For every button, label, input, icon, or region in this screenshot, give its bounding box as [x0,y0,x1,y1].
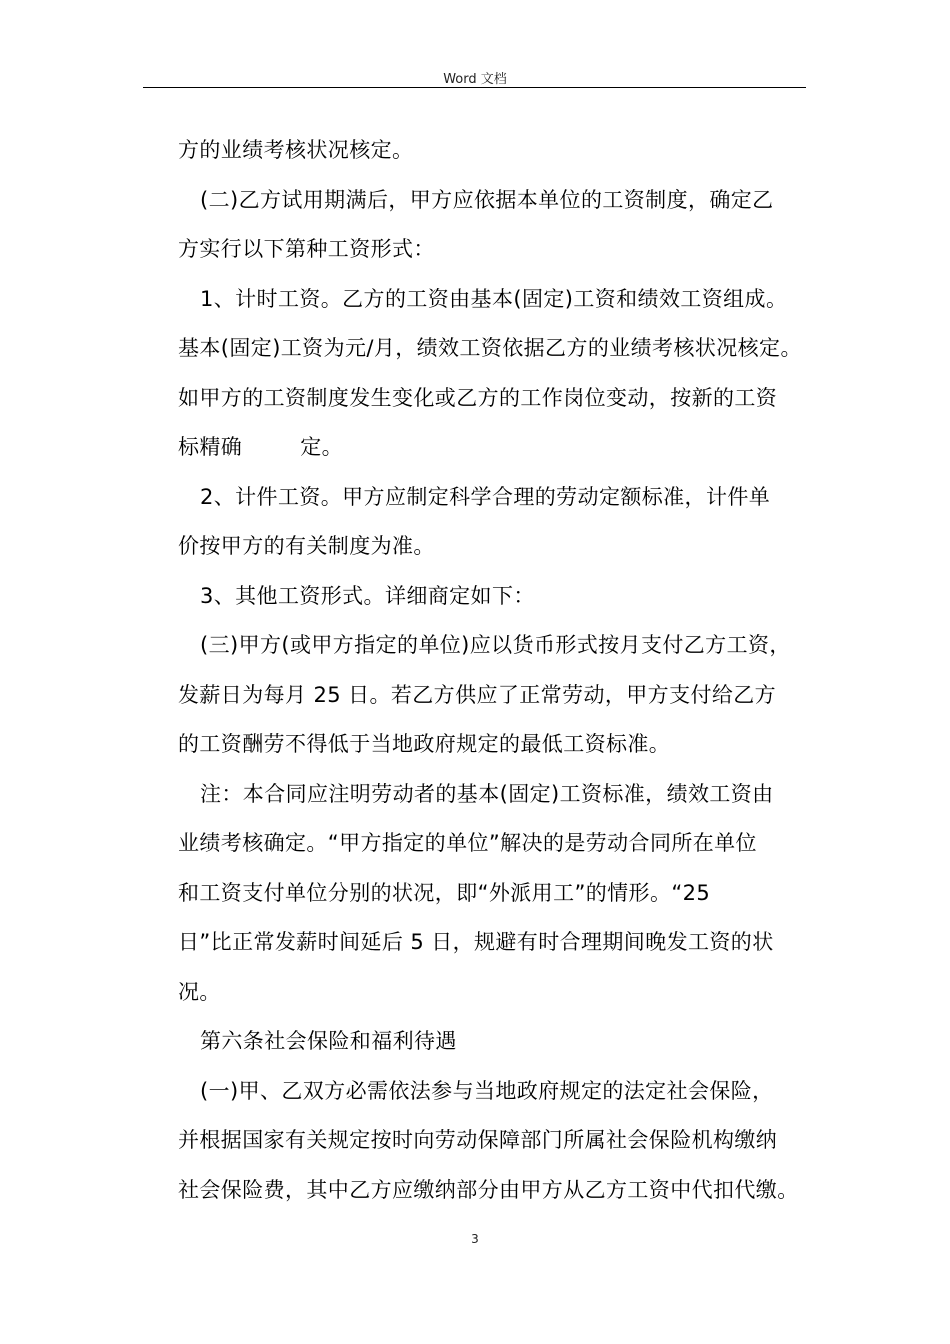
page-header-title: Word 文档 [443,72,507,87]
paragraph-line: 方实行以下第种工资形式： [178,237,435,261]
paragraph-line: 2、计件工资。甲方应制定科学合理的劳动定额标准，计件单 [200,484,771,509]
document-body [178,126,818,1215]
paragraph-line [178,423,818,473]
paragraph-line: (二)乙方试用期满后，甲方应依据本单位的工资制度，确定乙 [200,187,774,212]
paragraph-line: 况。 [178,979,221,1004]
paragraph-line: 方的业绩考核状况核定。 [178,138,414,162]
paragraph-line: (一)甲、乙双方必需依法参与当地政府规定的法定社会保险， [200,1078,774,1103]
paragraph-line: 价按甲方的有关制度为准。 [178,534,435,558]
paragraph-line: 发薪日为每月 25 日。若乙方供应了正常劳动，甲方支付给乙方 [178,682,777,707]
paragraph-line: 基本(固定)工资为元/月，绩效工资依据乙方的业绩考核状况核定。 [178,336,802,360]
paragraph-line: 业绩考核确定。“甲方指定的单位”解决的是劳动合同所在单位 [178,831,757,855]
paragraph-line: (三)甲方(或甲方指定的单位)应以货币形式按月支付乙方工资， [200,633,791,657]
paragraph-line: 并根据国家有关规定按时向劳动保障部门所属社会保险机构缴纳 [178,1128,778,1152]
section-heading: 第六条社会保险和福利待遇 [200,1029,457,1053]
header-divider [143,87,806,88]
paragraph-line: 如甲方的工资制度发生变化或乙方的工作岗位变动，按新的工资 [178,385,778,410]
paragraph-line: 的工资酬劳不得低于当地政府规定的最低工资标准。 [178,732,671,756]
paragraph-line: 社会保险费，其中乙方应缴纳部分由甲方从乙方工资中代扣代缴。 [178,1177,799,1202]
paragraph-line: 注：本合同应注明劳动者的基本(固定)工资标准，绩效工资由 [200,781,774,806]
paragraph-line: 和工资支付单位分别的状况，即“外派用工”的情形。“25 [178,880,711,905]
paragraph-line: 3、其他工资形式。详细商定如下： [200,583,535,608]
line-fragment: 定。 [300,435,344,459]
paragraph-line: 1、计时工资。乙方的工资由基本(固定)工资和绩效工资组成。 [200,286,788,311]
page-number: 3 [471,1232,479,1246]
line-fragment: 标精确 [178,435,243,459]
paragraph-line: 日”比正常发薪时间延后 5 日，规避有时合理期间晚发工资的状 [178,930,774,954]
